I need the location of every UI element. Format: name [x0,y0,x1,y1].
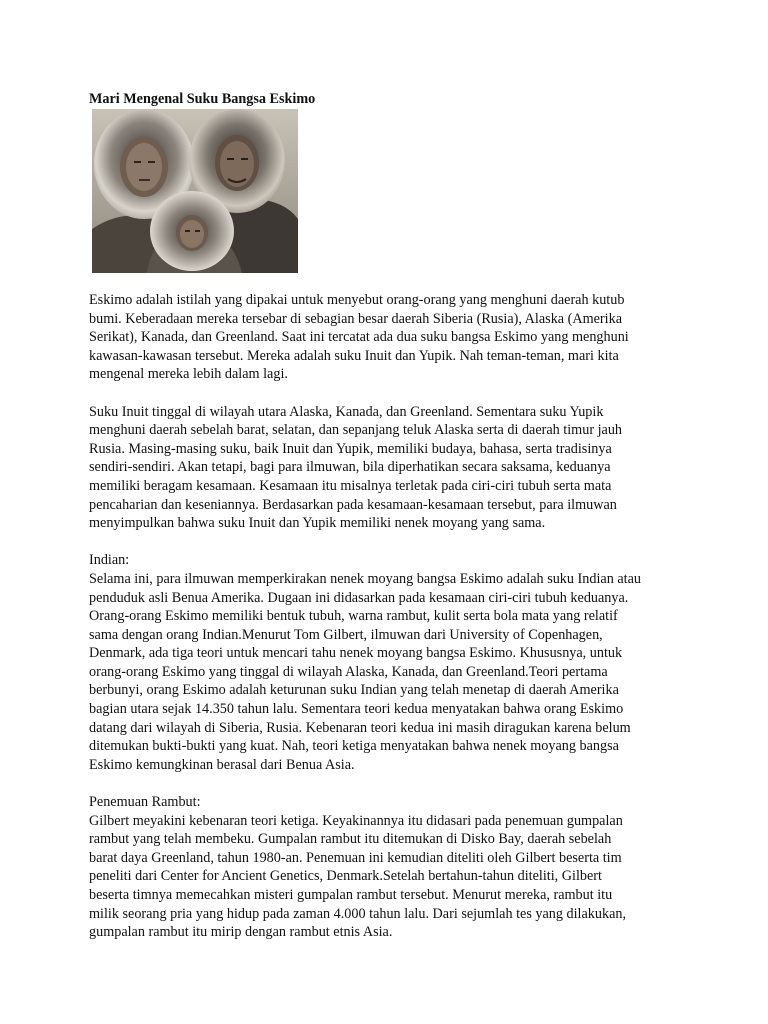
text-line: menyimpulkan bahwa suku Inuit dan Yupik memiliki nenek moyang yang sama. [89,515,546,532]
document-title: Mari Mengenal Suku Bangsa Eskimo [89,91,316,107]
text-line: bumi. Keberadaan mereka tersebar di sebagian besar daerah Siberia (Rusia), Alaska (Amerika [89,310,622,327]
text-line: Eskimo kemungkinan berasal dari Benua Asia. [89,756,355,773]
text-line: Serikat), Kanada, dan Greenland. Saat ini tercatat ada dua suku bangsa Eskimo yang menghuni [89,329,629,346]
paragraph-indian [89,551,709,774]
text-line: Orang-orang Eskimo memiliki bentuk tubuh, warna rambut, kulit serta bola mata yang relatif [89,608,618,625]
text-line: peneliti dari Center for Ancient Genetics, Denmark.Setelah bertahun-tahun diteliti, Gilbert [89,868,602,885]
text-line: ditemukan bukti-bukti yang kuat. Nah, teori ketiga menyatakan bahwa nenek moyang bangsa [89,738,619,755]
text-line: Denmark, ada tiga teori untuk mencari tahu nenek moyang bangsa Eskimo. Khususnya, untuk [89,645,623,662]
text-line: gumpalan rambut itu mirip dengan rambut etnis Asia. [89,924,393,941]
section-heading-indian: Indian: [89,552,130,569]
text-line: Eskimo adalah istilah yang dipakai untuk menyebut orang-orang yang menghuni daerah kutub [89,292,625,308]
text-line: penduduk asli Benua Amerika. Dugaan ini didasarkan pada kesamaan ciri-ciri tubuh keduanya. [89,589,629,606]
text-line: rambut yang telah membeku. Gumpalan rambut itu ditemukan di Disko Bay, daerah sebelah [89,831,612,848]
text-line: bagian utara sejak 14.350 tahun lalu. Sementara teori kedua menyatakan bahwa orang Eskimo [89,701,624,718]
text-line: orang-orang Eskimo yang tinggal di wilayah Alaska, Kanada, dan Greenland.Teori pertama [89,663,608,680]
text-line: Suku Inuit tinggal di wilayah utara Alaska, Kanada, dan Greenland. Sementara suku Yupik [89,403,604,420]
text-line: Selama ini, para ilmuwan memperkirakan nenek moyang bangsa Eskimo adalah suku Indian atau [89,570,641,587]
paragraph-intro [89,291,709,384]
text-line: sendiri-sendiri. Akan tetapi, bagi para ilmuwan, bila diperhatikan secara saksama, keduanya [89,459,611,476]
section-heading-penemuan-rambut: Penemuan Rambut: [89,794,201,811]
text-line: datang dari wilayah di Siberia, Rusia. Kebenaran teori kedua ini masih diragukan karena belum [89,719,631,736]
text-line: memiliki beragam kesamaan. Kesamaan itu misalnya terletak pada ciri-ciri tubuh serta mata [89,477,612,494]
paragraph-inuit-yupik [89,403,709,533]
text-line: milik seorang pria yang hidup pada zaman 4.000 tahun lalu. Dari sejumlah tes yang dilakukan, [89,905,627,922]
article-body [89,291,709,960]
text-line: mengenal mereka lebih dalam lagi. [89,366,288,383]
text-line: Rusia. Masing-masing suku, baik Inuit dan Yupik, memiliki budaya, bahasa, serta tradisinya [89,440,612,457]
text-line: menghuni daerah sebelah barat, selatan, dan sepanjang teluk Alaska serta di daerah timur jauh [89,422,623,439]
text-line: beserta timnya memecahkan misteri gumpalan rambut tersebut. Menurut mereka, rambut itu [89,887,613,903]
text-line: pencaharian dan keseniannya. Berdasarkan pada kesamaan-kesamaan tersebut, para ilmuwan [89,496,617,513]
eskimo-family-photo [92,109,298,273]
paragraph-penemuan-rambut [89,793,709,942]
text-line: berbunyi, orang Eskimo adalah keturunan suku Indian yang telah menetap di daerah Amerika [89,682,619,699]
text-line: Gilbert meyakini kebenaran teori ketiga. Keyakinannya itu didasari pada penemuan gumpalan [89,812,623,829]
text-line: sama dengan orang Indian.Menurut Tom Gilbert, ilmuwan dari University of Copenhagen, [89,626,603,643]
text-line: kawasan-kawasan tersebut. Mereka adalah suku Inuit dan Yupik. Nah teman-teman, mari kita [89,347,619,364]
text-line: barat daya Greenland, tahun 1980-an. Penemuan ini kemudian diteliti oleh Gilbert beserta tim [89,849,622,866]
